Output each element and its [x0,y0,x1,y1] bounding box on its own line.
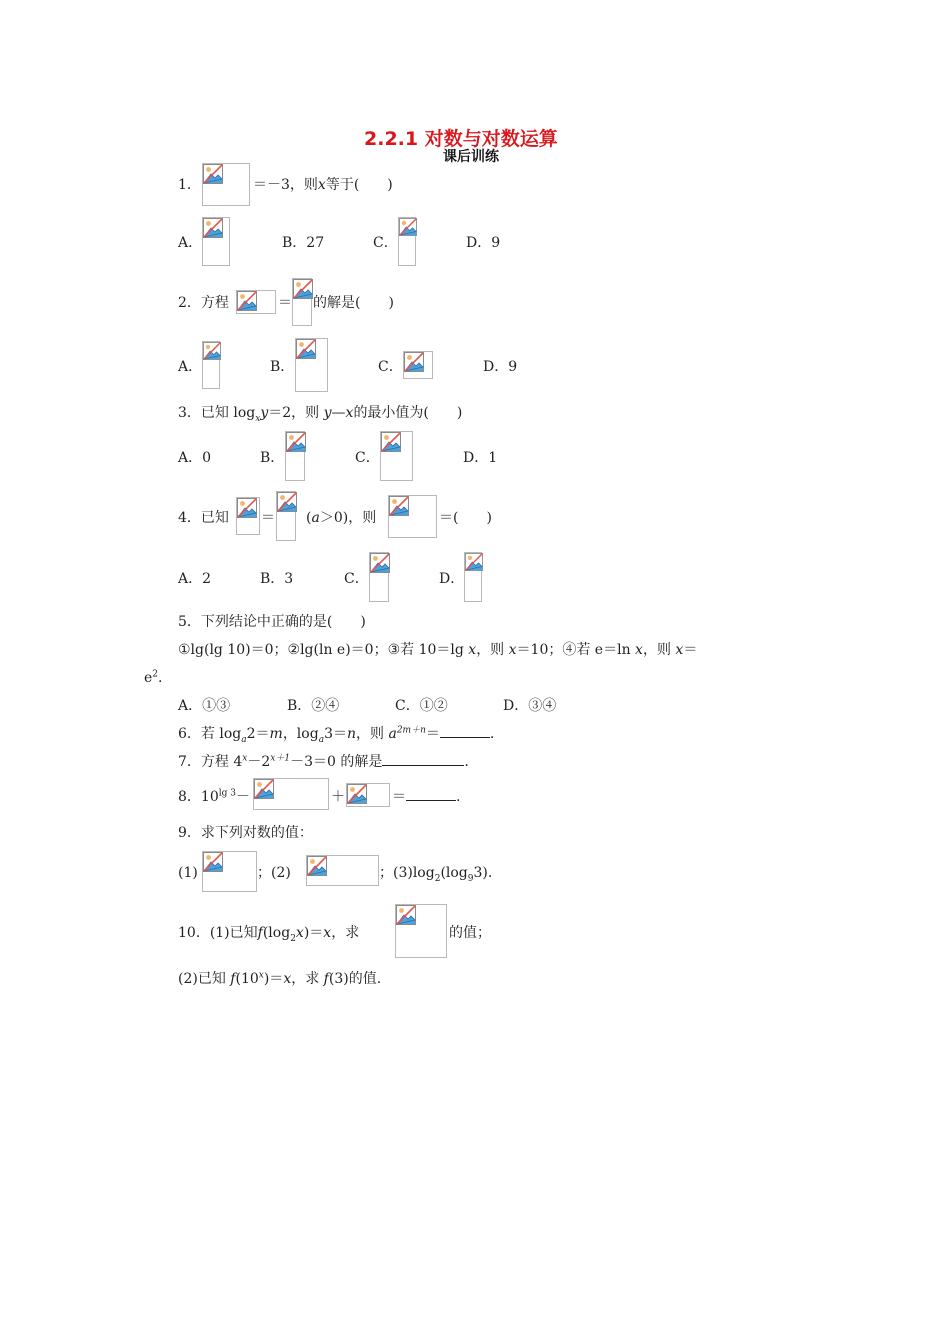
document-title: 2.2.1 对数与对数运算 [364,128,558,150]
broken-image-icon [389,496,409,516]
q8-stem [178,788,250,806]
q5-line2-end: . [158,670,163,686]
q8-sup: lg 3 [218,788,236,799]
q6-exponent: 2m＋n [396,725,426,736]
q5-e-sup: 2 [152,669,159,680]
q10-p2-c: )＝ [263,971,284,987]
q9-part2-label: ；(2) [257,865,291,881]
broken-image-icon [404,352,424,372]
q8-tail [392,788,460,806]
q5-option-a: A．①③ [178,698,231,714]
q7-stem-a: 7．方程 4 [178,754,243,770]
q4-option-b: B．3 [260,571,294,587]
q4-var-a: a [311,510,320,526]
q5-line1-b: ，则 [476,642,509,658]
q3-option-c: C． [355,450,380,466]
broken-image-icon [399,218,417,236]
q7-stem-b: －2 [247,754,271,770]
q4-formula-left-image [236,497,260,535]
q10-var-f3: f [323,971,329,987]
q1-option-c: C． [373,235,398,251]
q6-end: . [489,726,495,742]
q5-stem: 5．下列结论中正确的是( ) [178,614,366,630]
q7-answer-blank [382,753,464,766]
q10-p2-sup: x [258,970,264,981]
q9-part1-image [202,851,257,892]
q5-var-x1: x [468,642,477,658]
q8-equals: ＝ [392,789,406,805]
q5-var-x4: x [675,642,684,658]
q1-stem [253,176,393,194]
q5-line1-a: ①lg(lg 10)＝0；②lg(ln e)＝0；③若 10＝lg [178,642,469,658]
broken-image-icon [465,553,483,571]
q1-option-b: B．27 [282,235,325,251]
q4-stem-end: ＝( ) [439,510,492,526]
q8-formula-image-1 [253,778,329,810]
q5-statements [178,641,697,659]
q4-formula-right-image [276,491,296,541]
q6-stem-c: ，log [282,726,319,742]
q9-part3-b: (log [440,865,468,881]
q6-answer-blank [440,725,490,738]
q3-stem [178,404,462,422]
q9-part3 [379,864,492,882]
q2-option-c-image [403,351,433,379]
q10-var-f2: f [230,971,236,987]
q9-part3-a: ；(3)log [379,865,435,881]
broken-image-icon [307,856,327,876]
q7-sup2: x＋1 [270,753,291,764]
q2-stem-end: 的解是( ) [313,295,394,311]
q6-stem-e: ，则 [356,726,385,742]
q10-p2-e: (3)的值. [328,971,382,987]
q6-var-a: a [388,726,397,742]
q10-part1 [178,924,359,942]
q3-var-x: x [345,405,354,421]
q9-part1-label: (1) [178,865,198,881]
q4-option-d-image [464,552,482,602]
q4-option-c-image [369,552,389,602]
q3-option-a: A．0 [178,450,212,466]
broken-image-icon [370,553,390,573]
q2-option-b: B． [270,359,295,375]
q2-option-a: A． [178,359,203,375]
q7-stem-c: －3＝0 的解是 [290,754,383,770]
q1-stem-text: ＝－3，则 [253,177,318,193]
q6-sub-a2: a [318,734,325,745]
q2-stem-start: 2．方程 [178,295,229,311]
q4-option-a: A．2 [178,571,212,587]
q5-var-x2: x [508,642,517,658]
q6-var-n: n [346,726,357,742]
broken-image-icon [277,492,297,512]
q6-var-m: m [269,726,283,742]
q9-part3-sub2: 9 [467,873,474,884]
broken-image-icon [237,498,257,518]
q10-var-f1: f [257,925,263,941]
q5-line1-e: ＝ [683,642,698,658]
q6-stem [178,725,494,743]
broken-image-icon [381,432,401,452]
q8-formula-image-2 [346,783,390,807]
q1-option-d: D．9 [466,235,501,251]
broken-image-icon [203,852,223,872]
q3-minus: — [331,405,346,421]
q8-plus: ＋ [331,789,345,805]
q1-number: 1． [178,177,201,193]
q3-stem-end: 的最小值为( ) [353,405,463,421]
q5-line1-d: ，则 [642,642,676,658]
q3-var-y: y [260,405,269,421]
q7-end: . [464,754,469,770]
broken-image-icon [203,342,221,360]
q1-stem-end: 等于( ) [325,177,393,193]
q5-var-x3: x [635,642,643,658]
q10-p2-d: ，求 [291,971,320,987]
q10-stem-d: ，求 [331,925,360,941]
q8-minus: － [235,789,250,805]
broken-image-icon [293,279,313,299]
q2-equals: ＝ [278,295,292,311]
q8-stem-a: 8．10 [178,789,219,805]
q3-stem-mid: ＝2，则 [268,405,320,421]
q3-option-c-image [380,431,413,481]
q3-var-y2: y [323,405,332,421]
q3-sub-x: x [255,413,261,424]
q2-option-b-image [295,338,328,392]
q5-option-c: C．①② [395,698,448,714]
q1-option-a-image [202,217,230,266]
q4-equals: ＝ [261,510,275,526]
q2-option-a-image [202,341,220,389]
q3-stem-start: 3．已知 log [178,405,256,421]
q1-var-x: x [317,177,326,193]
q10-p2-a: (2)已知 [178,971,226,987]
broken-image-icon [203,218,223,238]
q2-formula-left-image [236,290,276,314]
q10-stem-end: 的值； [449,925,491,941]
q5-statement-continued [144,669,162,687]
q4-stem-start: 4．已知 [178,510,229,526]
q6-stem-d: 3＝ [324,726,347,742]
q4-option-d: D． [439,571,465,587]
q9-part2-image [306,855,379,886]
q10-sub-2: 2 [290,933,296,944]
q5-option-d: D．③④ [503,698,557,714]
q10-stem-a: 10．(1)已知 [178,925,258,941]
broken-image-icon [396,905,416,925]
q4-option-c: C． [344,571,369,587]
q9-part3-sub1: 2 [434,873,441,884]
q7-stem [178,753,469,771]
q4-condition [306,509,376,527]
broken-image-icon [254,779,274,799]
q10-p2-b: (10 [235,971,259,987]
q1-option-a: A． [178,235,203,251]
q1-formula-image [202,163,250,206]
q6-stem-b: 2＝ [246,726,270,742]
q10-stem-b: (log [262,925,291,941]
q5-option-b: B．②④ [287,698,340,714]
broken-image-icon [203,164,223,184]
broken-image-icon [347,784,367,804]
broken-image-icon [296,339,316,359]
q10-formula-image [395,904,447,958]
q3-option-b-image [285,431,305,481]
q5-e-base: e [144,670,153,686]
q2-option-d: D．9 [483,359,518,375]
q1-option-c-image [398,217,416,266]
q4-cond-open: ( [306,510,312,526]
q4-formula-target-image [388,495,437,538]
broken-image-icon [237,291,257,311]
q10-var-x3: x [283,971,292,987]
q4-cond-close: ＞0)，则 [319,510,377,526]
q8-end: . [456,789,461,805]
q3-option-b: B． [260,450,285,466]
q6-stem-a: 6．若 log [178,726,242,742]
q6-stem-f: ＝ [425,726,440,742]
q10-part2 [178,970,381,988]
q9-stem: 9．求下列对数的值： [178,825,313,841]
q2-formula-right-image [292,278,312,326]
q10-stem-c: )＝ [303,925,324,941]
q9-part3-c: 3). [473,865,493,881]
broken-image-icon [286,432,306,452]
q10-var-x2: x [323,925,332,941]
q2-option-c: C． [378,359,403,375]
q3-option-d: D．1 [463,450,498,466]
document-subtitle: 课后训练 [443,149,499,165]
q5-line1-c: ＝10；④若 e＝ln [516,642,636,658]
q7-sup1: x [242,753,248,764]
q10-var-x1: x [295,925,304,941]
q6-sub-a1: a [241,734,247,745]
q8-answer-blank [406,788,456,801]
